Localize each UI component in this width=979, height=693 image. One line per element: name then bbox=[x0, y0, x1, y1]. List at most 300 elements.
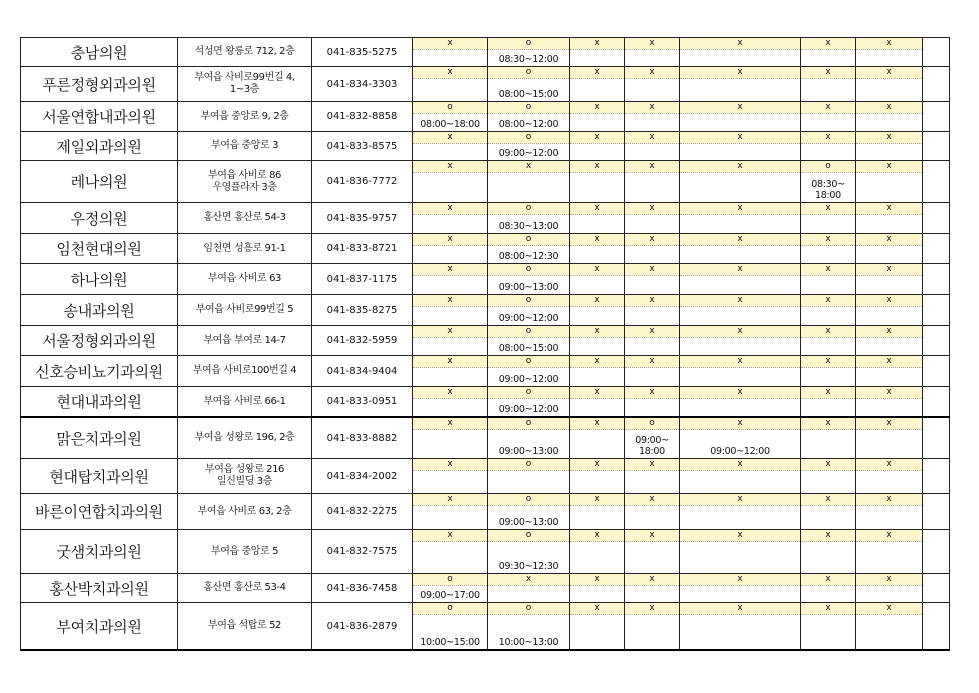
empty-cell bbox=[923, 387, 950, 418]
schedule-cell bbox=[413, 203, 488, 234]
clinic-phone: 041-836-7772 bbox=[312, 161, 413, 203]
schedule-cell bbox=[680, 203, 801, 234]
empty-cell bbox=[923, 264, 950, 295]
clinic-address: 부여읍 사비로99번길 4, 1~3층 bbox=[178, 67, 312, 102]
closed-mark: x bbox=[680, 264, 800, 276]
schedule-cell bbox=[856, 603, 923, 651]
table-row bbox=[21, 574, 950, 603]
closed-mark: x bbox=[625, 67, 679, 79]
closed-mark: x bbox=[801, 67, 855, 79]
schedule-cell bbox=[625, 603, 680, 651]
open-mark: o bbox=[488, 132, 569, 144]
empty-cell bbox=[923, 132, 950, 161]
open-mark: o bbox=[488, 295, 569, 307]
clinic-phone: 041-832-8858 bbox=[312, 102, 413, 132]
closed-mark: x bbox=[570, 603, 624, 615]
closed-mark: x bbox=[801, 234, 855, 246]
open-mark: o bbox=[413, 102, 487, 114]
clinic-name: 우정의원 bbox=[21, 203, 178, 234]
closed-mark: x bbox=[856, 494, 922, 506]
hours-text: 08:30~12:00 bbox=[498, 54, 559, 65]
schedule-cell bbox=[413, 326, 488, 356]
schedule-cell bbox=[570, 102, 625, 132]
clinic-name: 바른이연합치과의원 bbox=[21, 494, 178, 530]
schedule-cell bbox=[570, 161, 625, 203]
closed-mark: x bbox=[625, 38, 679, 50]
closed-mark: x bbox=[801, 418, 855, 430]
closed-mark: x bbox=[625, 161, 679, 173]
schedule-cell bbox=[801, 295, 856, 326]
closed-mark: x bbox=[413, 326, 487, 338]
closed-mark: x bbox=[680, 574, 800, 586]
table-row bbox=[21, 295, 950, 326]
table-body bbox=[21, 38, 950, 651]
closed-mark: x bbox=[801, 603, 855, 615]
schedule-cell bbox=[625, 494, 680, 530]
schedule-cell bbox=[570, 494, 625, 530]
hours-text: 09:00~12:00 bbox=[498, 374, 559, 385]
hours-text: 09:00~17:00 bbox=[420, 590, 480, 601]
clinic-phone: 041-832-5959 bbox=[312, 326, 413, 356]
schedule-cell bbox=[856, 234, 923, 264]
closed-mark: x bbox=[856, 295, 922, 307]
closed-mark: x bbox=[570, 102, 624, 114]
schedule-cell bbox=[801, 234, 856, 264]
closed-mark: x bbox=[801, 264, 855, 276]
closed-mark: x bbox=[856, 356, 922, 368]
closed-mark: x bbox=[570, 161, 624, 173]
closed-mark: x bbox=[856, 132, 922, 144]
closed-mark: x bbox=[801, 574, 855, 586]
closed-mark: x bbox=[801, 38, 855, 50]
hours-text: 08:30~13:00 bbox=[498, 221, 559, 232]
schedule-cell bbox=[625, 234, 680, 264]
schedule-cell bbox=[856, 102, 923, 132]
schedule-cell bbox=[488, 203, 570, 234]
schedule-cell bbox=[856, 356, 923, 387]
open-mark: o bbox=[488, 203, 569, 215]
closed-mark: x bbox=[680, 67, 800, 79]
schedule-cell bbox=[413, 387, 488, 418]
schedule-cell bbox=[680, 530, 801, 574]
schedule-cell bbox=[801, 102, 856, 132]
clinic-address: 부여읍 사비로 63 bbox=[178, 264, 312, 295]
table-row bbox=[21, 132, 950, 161]
schedule-cell bbox=[488, 38, 570, 67]
empty-cell bbox=[923, 38, 950, 67]
closed-mark: x bbox=[413, 161, 487, 173]
clinic-name: 임천현대의원 bbox=[21, 234, 178, 264]
closed-mark: x bbox=[625, 574, 679, 586]
schedule-cell bbox=[488, 574, 570, 603]
closed-mark: x bbox=[570, 326, 624, 338]
closed-mark: x bbox=[856, 530, 922, 542]
closed-mark: x bbox=[856, 387, 922, 399]
closed-mark: x bbox=[680, 494, 800, 506]
schedule-cell bbox=[413, 603, 488, 651]
schedule-cell bbox=[625, 102, 680, 132]
empty-cell bbox=[923, 295, 950, 326]
schedule-cell bbox=[413, 459, 488, 494]
schedule-cell bbox=[680, 295, 801, 326]
schedule-cell bbox=[488, 264, 570, 295]
clinic-name: 현대내과의원 bbox=[21, 387, 178, 418]
clinic-phone: 041-833-8882 bbox=[312, 417, 413, 459]
schedule-cell bbox=[570, 387, 625, 418]
empty-cell bbox=[923, 161, 950, 203]
schedule-cell bbox=[488, 459, 570, 494]
open-mark: o bbox=[488, 234, 569, 246]
table-row bbox=[21, 161, 950, 203]
schedule-cell bbox=[801, 494, 856, 530]
schedule-cell bbox=[680, 459, 801, 494]
schedule-cell bbox=[801, 603, 856, 651]
schedule-cell bbox=[488, 67, 570, 102]
table-row bbox=[21, 326, 950, 356]
open-mark: o bbox=[488, 494, 569, 506]
hours-text: 08:30~ 18:00 bbox=[811, 179, 845, 201]
schedule-cell bbox=[680, 38, 801, 67]
closed-mark: x bbox=[856, 603, 922, 615]
closed-mark: x bbox=[570, 67, 624, 79]
schedule-cell bbox=[570, 603, 625, 651]
schedule-cell bbox=[856, 132, 923, 161]
schedule-cell bbox=[856, 459, 923, 494]
closed-mark: x bbox=[488, 161, 569, 173]
hours-text: 09:00~13:00 bbox=[498, 446, 559, 457]
table-row bbox=[21, 102, 950, 132]
closed-mark: x bbox=[801, 530, 855, 542]
closed-mark: x bbox=[625, 459, 679, 471]
closed-mark: x bbox=[413, 387, 487, 399]
schedule-cell bbox=[570, 264, 625, 295]
table-row bbox=[21, 530, 950, 574]
schedule-cell bbox=[488, 234, 570, 264]
closed-mark: x bbox=[801, 356, 855, 368]
schedule-cell bbox=[625, 326, 680, 356]
schedule-cell bbox=[625, 356, 680, 387]
clinic-address: 부여읍 사비로 86 우영플라자 3층 bbox=[178, 161, 312, 203]
table-row bbox=[21, 603, 950, 651]
schedule-cell bbox=[413, 132, 488, 161]
closed-mark: x bbox=[625, 264, 679, 276]
schedule-cell bbox=[625, 264, 680, 295]
schedule-cell bbox=[413, 67, 488, 102]
closed-mark: x bbox=[801, 459, 855, 471]
schedule-cell bbox=[680, 417, 801, 459]
closed-mark: x bbox=[625, 102, 679, 114]
hours-text: 10:00~15:00 bbox=[420, 637, 480, 648]
schedule-cell bbox=[570, 530, 625, 574]
schedule-cell bbox=[413, 264, 488, 295]
schedule-cell bbox=[680, 67, 801, 102]
closed-mark: x bbox=[570, 234, 624, 246]
empty-cell bbox=[923, 417, 950, 459]
closed-mark: x bbox=[413, 38, 487, 50]
empty-cell bbox=[923, 67, 950, 102]
clinic-name: 홍산박치과의원 bbox=[21, 574, 178, 603]
schedule-cell bbox=[570, 38, 625, 67]
closed-mark: x bbox=[856, 161, 922, 173]
clinic-phone: 041-836-7458 bbox=[312, 574, 413, 603]
closed-mark: x bbox=[570, 132, 624, 144]
table-row bbox=[21, 67, 950, 102]
closed-mark: x bbox=[570, 203, 624, 215]
hours-text: 09:00~12:00 bbox=[498, 404, 559, 415]
schedule-cell bbox=[801, 203, 856, 234]
closed-mark: x bbox=[801, 102, 855, 114]
hours-text: 08:00~18:00 bbox=[420, 119, 480, 130]
schedule-cell bbox=[570, 234, 625, 264]
clinic-address: 부여읍 사비로 63, 2층 bbox=[178, 494, 312, 530]
schedule-cell bbox=[488, 326, 570, 356]
table-row bbox=[21, 417, 950, 459]
schedule-cell bbox=[570, 356, 625, 387]
closed-mark: x bbox=[625, 530, 679, 542]
clinic-phone: 041-833-8721 bbox=[312, 234, 413, 264]
closed-mark: x bbox=[570, 574, 624, 586]
schedule-cell bbox=[801, 38, 856, 67]
clinic-address: 홍산면 홍산로 53-4 bbox=[178, 574, 312, 603]
open-mark: o bbox=[488, 67, 569, 79]
clinic-phone: 041-835-5275 bbox=[312, 38, 413, 67]
table-row bbox=[21, 234, 950, 264]
closed-mark: x bbox=[413, 459, 487, 471]
hours-text: 09:00~12:00 bbox=[710, 446, 770, 457]
schedule-cell bbox=[680, 102, 801, 132]
empty-cell bbox=[923, 530, 950, 574]
schedule-cell bbox=[801, 459, 856, 494]
closed-mark: x bbox=[801, 203, 855, 215]
open-mark: o bbox=[488, 530, 569, 542]
table-row bbox=[21, 38, 950, 67]
closed-mark: x bbox=[680, 203, 800, 215]
closed-mark: x bbox=[413, 494, 487, 506]
schedule-cell bbox=[488, 132, 570, 161]
empty-cell bbox=[923, 494, 950, 530]
schedule-cell bbox=[413, 574, 488, 603]
closed-mark: x bbox=[625, 387, 679, 399]
hours-text: 10:00~13:00 bbox=[498, 637, 559, 648]
closed-mark: x bbox=[625, 295, 679, 307]
clinic-address: 부여읍 성왕로 216 일신빌딩 3층 bbox=[178, 459, 312, 494]
closed-mark: x bbox=[856, 38, 922, 50]
schedule-cell bbox=[625, 459, 680, 494]
clinic-phone: 041-834-3303 bbox=[312, 67, 413, 102]
clinic-name: 현대탑치과의원 bbox=[21, 459, 178, 494]
clinic-address: 임천면 성흥로 91-1 bbox=[178, 234, 312, 264]
schedule-cell bbox=[680, 132, 801, 161]
clinic-name: 레나의원 bbox=[21, 161, 178, 203]
schedule-cell bbox=[488, 295, 570, 326]
schedule-cell bbox=[801, 161, 856, 203]
schedule-cell bbox=[801, 417, 856, 459]
schedule-cell bbox=[413, 161, 488, 203]
closed-mark: x bbox=[625, 132, 679, 144]
schedule-cell bbox=[413, 530, 488, 574]
hours-text: 09:00~13:00 bbox=[498, 282, 559, 293]
closed-mark: x bbox=[680, 418, 800, 430]
schedule-cell bbox=[856, 264, 923, 295]
clinic-phone: 041-836-2879 bbox=[312, 603, 413, 651]
clinic-phone: 041-832-2275 bbox=[312, 494, 413, 530]
schedule-cell bbox=[625, 38, 680, 67]
clinic-phone: 041-835-8275 bbox=[312, 295, 413, 326]
table-row bbox=[21, 494, 950, 530]
closed-mark: x bbox=[413, 132, 487, 144]
hours-text: 09:00~12:00 bbox=[498, 313, 559, 324]
open-mark: o bbox=[625, 418, 679, 430]
closed-mark: x bbox=[625, 234, 679, 246]
schedule-cell bbox=[801, 326, 856, 356]
closed-mark: x bbox=[856, 418, 922, 430]
open-mark: o bbox=[488, 418, 569, 430]
closed-mark: x bbox=[570, 459, 624, 471]
empty-cell bbox=[923, 356, 950, 387]
schedule-cell bbox=[856, 326, 923, 356]
open-mark: o bbox=[413, 603, 487, 615]
schedule-cell bbox=[570, 132, 625, 161]
schedule-cell bbox=[488, 530, 570, 574]
closed-mark: x bbox=[680, 603, 800, 615]
schedule-cell bbox=[801, 67, 856, 102]
closed-mark: x bbox=[625, 356, 679, 368]
schedule-cell bbox=[625, 295, 680, 326]
schedule-cell bbox=[625, 161, 680, 203]
schedule-cell bbox=[488, 494, 570, 530]
closed-mark: x bbox=[801, 132, 855, 144]
closed-mark: x bbox=[680, 161, 800, 173]
closed-mark: x bbox=[856, 102, 922, 114]
closed-mark: x bbox=[680, 295, 800, 307]
closed-mark: x bbox=[680, 356, 800, 368]
clinic-phone: 041-834-9404 bbox=[312, 356, 413, 387]
closed-mark: x bbox=[413, 264, 487, 276]
open-mark: o bbox=[488, 38, 569, 50]
clinic-name: 맑은치과의원 bbox=[21, 417, 178, 459]
table-row bbox=[21, 459, 950, 494]
clinic-holiday-schedule-table bbox=[20, 37, 950, 651]
open-mark: o bbox=[488, 387, 569, 399]
empty-cell bbox=[923, 102, 950, 132]
hours-text: 08:00~15:00 bbox=[498, 89, 559, 100]
clinic-phone: 041-837-1175 bbox=[312, 264, 413, 295]
clinic-phone: 041-832-7575 bbox=[312, 530, 413, 574]
closed-mark: x bbox=[680, 530, 800, 542]
hours-text: 09:30~12:30 bbox=[498, 561, 559, 572]
clinic-name: 서울정형외과의원 bbox=[21, 326, 178, 356]
closed-mark: x bbox=[680, 38, 800, 50]
schedule-cell bbox=[488, 161, 570, 203]
closed-mark: x bbox=[570, 356, 624, 368]
schedule-cell bbox=[570, 574, 625, 603]
schedule-cell bbox=[488, 356, 570, 387]
closed-mark: x bbox=[680, 132, 800, 144]
schedule-cell bbox=[680, 574, 801, 603]
schedule-cell bbox=[570, 67, 625, 102]
schedule-cell bbox=[801, 356, 856, 387]
open-mark: o bbox=[488, 326, 569, 338]
closed-mark: x bbox=[413, 67, 487, 79]
closed-mark: x bbox=[413, 530, 487, 542]
closed-mark: x bbox=[413, 356, 487, 368]
schedule-cell bbox=[856, 161, 923, 203]
closed-mark: x bbox=[801, 494, 855, 506]
schedule-cell bbox=[680, 494, 801, 530]
schedule-cell bbox=[801, 387, 856, 418]
hours-text: 08:00~12:00 bbox=[498, 119, 559, 130]
closed-mark: x bbox=[680, 102, 800, 114]
closed-mark: x bbox=[625, 603, 679, 615]
closed-mark: x bbox=[801, 326, 855, 338]
closed-mark: x bbox=[413, 234, 487, 246]
schedule-cell bbox=[680, 161, 801, 203]
closed-mark: x bbox=[570, 38, 624, 50]
schedule-cell bbox=[488, 603, 570, 651]
clinic-name: 부여치과의원 bbox=[21, 603, 178, 651]
schedule-cell bbox=[625, 574, 680, 603]
open-mark: o bbox=[488, 459, 569, 471]
clinic-address: 석성면 왕릉로 712, 2층 bbox=[178, 38, 312, 67]
clinic-address: 부여읍 중앙로 5 bbox=[178, 530, 312, 574]
schedule-cell bbox=[413, 102, 488, 132]
clinic-address: 부여읍 중앙로 3 bbox=[178, 132, 312, 161]
closed-mark: x bbox=[625, 494, 679, 506]
clinic-address: 부여읍 사비로100번길 4 bbox=[178, 356, 312, 387]
empty-cell bbox=[923, 326, 950, 356]
schedule-cell bbox=[856, 38, 923, 67]
closed-mark: x bbox=[413, 418, 487, 430]
schedule-cell bbox=[801, 132, 856, 161]
clinic-address: 부여읍 사비로 66-1 bbox=[178, 387, 312, 418]
clinic-address: 홍산면 홍산로 54-3 bbox=[178, 203, 312, 234]
schedule-cell bbox=[413, 295, 488, 326]
closed-mark: x bbox=[570, 264, 624, 276]
open-mark: o bbox=[488, 356, 569, 368]
schedule-cell bbox=[413, 356, 488, 387]
clinic-name: 신호승비뇨기과의원 bbox=[21, 356, 178, 387]
schedule-cell bbox=[570, 459, 625, 494]
closed-mark: x bbox=[856, 326, 922, 338]
closed-mark: x bbox=[856, 234, 922, 246]
closed-mark: x bbox=[413, 203, 487, 215]
schedule-cell bbox=[625, 530, 680, 574]
table-row bbox=[21, 356, 950, 387]
empty-cell bbox=[923, 203, 950, 234]
hours-text: 09:00~ 18:00 bbox=[635, 435, 669, 457]
schedule-cell bbox=[680, 603, 801, 651]
clinic-name: 하나의원 bbox=[21, 264, 178, 295]
closed-mark: x bbox=[570, 494, 624, 506]
schedule-cell bbox=[413, 417, 488, 459]
clinic-name: 푸른정형외과의원 bbox=[21, 67, 178, 102]
schedule-cell bbox=[801, 530, 856, 574]
closed-mark: x bbox=[801, 295, 855, 307]
schedule-cell bbox=[488, 387, 570, 418]
closed-mark: x bbox=[413, 295, 487, 307]
schedule-cell bbox=[413, 38, 488, 67]
closed-mark: x bbox=[680, 326, 800, 338]
hours-text: 09:00~13:00 bbox=[498, 517, 559, 528]
schedule-cell bbox=[413, 234, 488, 264]
schedule-cell bbox=[856, 574, 923, 603]
schedule-cell bbox=[570, 295, 625, 326]
open-mark: o bbox=[488, 603, 569, 615]
closed-mark: x bbox=[856, 574, 922, 586]
schedule-cell bbox=[488, 417, 570, 459]
schedule-cell bbox=[856, 295, 923, 326]
closed-mark: x bbox=[625, 326, 679, 338]
